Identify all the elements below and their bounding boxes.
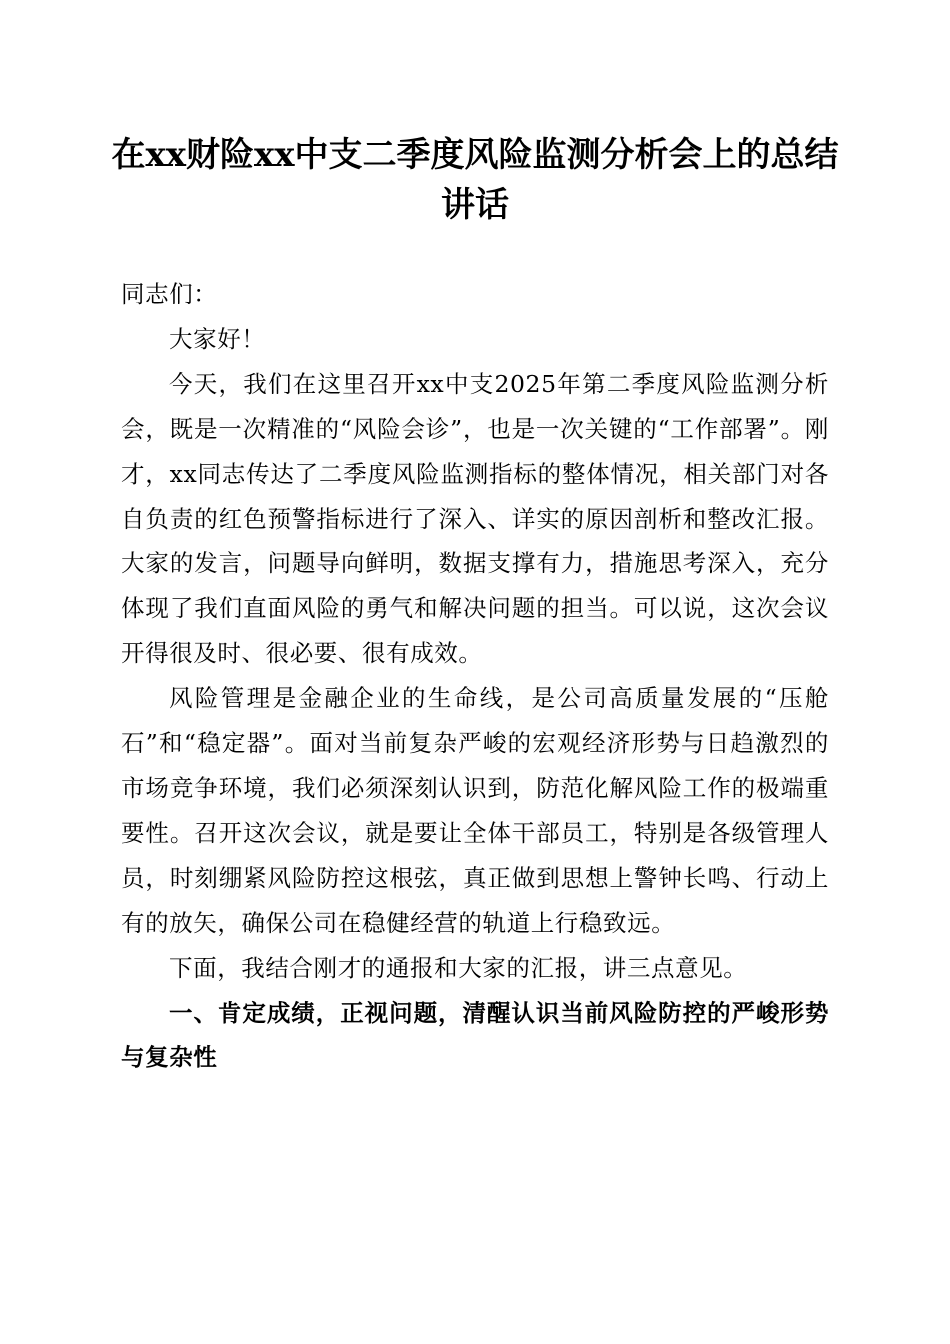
greeting-paragraph: 大家好！ [169,324,266,353]
opening-paragraph: 今天，我们在这里召开xx中支2025年第二季度风险监测分析会，既是一次精准的“风险会诊”，也是一次关键的“工作部署”。刚才，xx同志传达了二季度风险监测指标的整体情况，相关部门对各自负责的红色预警指标进行了深入、详实的原因剖析和整改汇报。大家的发言，问题导向鲜明，数据支撑有力，措施思考深入，充分体现了我们直面风险的勇气和解决问题的担当。可以说，这次会议开得很及时、很必要、很有成效。 [121,369,829,668]
risk-management-paragraph: 风险管理是金融企业的生命线，是公司高质量发展的“压舱石”和“稳定器”。面对当前复杂严峻的宏观经济形势与日趋激烈的市场竞争环境，我们必须深刻认识到，防范化解风险工作的极端重要性。召开这次会议，就是要让全体干部员工，特别是各级管理人员，时刻绷紧风险防控这根弦，真正做到思想上警钟长鸣、行动上有的放矢，确保公司在稳健经营的轨道上行稳致远。 [121,684,829,937]
document-title: 在xx财险xx中支二季度风险监测分析会上的总结讲话 [111,135,839,225]
transition-paragraph: 下面，我结合刚才的通报和大家的汇报，讲三点意见。 [169,953,748,982]
salutation: 同志们： [121,280,218,308]
section-heading-one: 一、肯定成绩，正视问题，清醒认识当前风险防控的严峻形势与复杂性 [121,998,829,1072]
document-body [121,272,829,1080]
